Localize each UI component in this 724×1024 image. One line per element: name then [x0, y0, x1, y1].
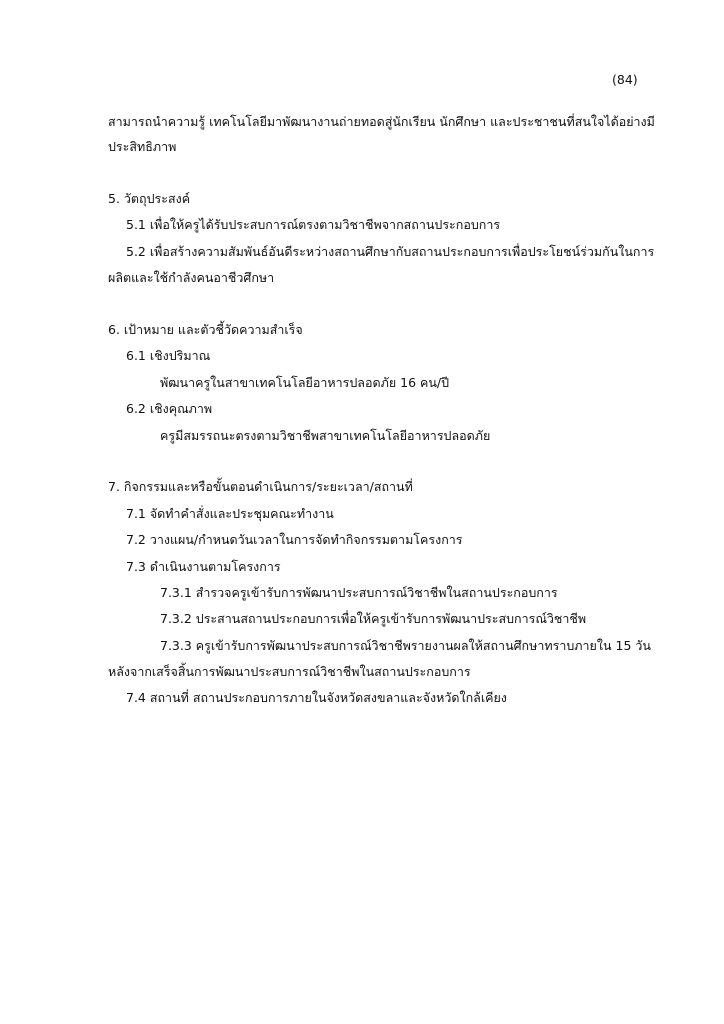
section-7-item-3: 7.3 ดำเนินงานตามโครงการ — [126, 559, 281, 574]
section-7-item-1: 7.1 จัดทำคำสั่งและประชุมคณะทำงาน — [126, 506, 334, 521]
section-7-heading: 7. กิจกรรมและหรือขั้นตอนดำเนินการ/ระยะเวลา/สถานที่ — [108, 479, 413, 494]
page-number: (84) — [612, 72, 638, 87]
section-7-item-4: 7.4 สถานที่ สถานประกอบการภายในจังหวัดสงขลาและจังหวัดใกล้เคียง — [126, 690, 507, 705]
section-6-heading: 6. เป้าหมาย และตัวชี้วัดความสำเร็จ — [108, 322, 303, 337]
section-7-item-2: 7.2 วางแผน/กำหนดวันเวลาในการจัดทำกิจกรรมตามโครงการ — [126, 532, 463, 547]
section-5-item-1: 5.1 เพื่อให้ครูได้รับประสบการณ์ตรงตามวิชาชีพจากสถานประกอบการ — [126, 217, 501, 232]
section-7-item-3-2: 7.3.2 ประสานสถานประกอบการเพื่อให้ครูเข้ารับการพัฒนาประสบการณ์วิชาชีพ — [160, 611, 587, 626]
section-6-sub-2-text: ครูมีสมรรถนะตรงตามวิชาชีพสาขาเทคโนโลยีอาหารปลอดภัย — [160, 428, 491, 443]
section-6-sub-1-text: พัฒนาครูในสาขาเทคโนโลยีอาหารปลอดภัย 16 คน/ปี — [160, 375, 450, 390]
section-6-sub-1-label: 6.1 เชิงปริมาณ — [126, 348, 211, 363]
section-7-item-3-1: 7.3.1 สำรวจครูเข้ารับการพัฒนาประสบการณ์วิชาชีพในสถานประกอบการ — [160, 585, 558, 600]
intro-line-1: สามารถนำความรู้ เทคโนโลยีมาพัฒนางานถ่ายทอดสู่นักเรียน นักศึกษา และประชาชนที่สนใจได้อย่างมี — [108, 114, 655, 129]
section-7-item-3-3-line-2: หลังจากเสร็จสิ้นการพัฒนาประสบการณ์วิชาชีพในสถานประกอบการ — [108, 664, 471, 679]
section-7-item-3-3-line-1: 7.3.3 ครูเข้ารับการพัฒนาประสบการณ์วิชาชีพรายงานผลให้สถานศึกษาทราบภายใน 15 วัน — [160, 638, 651, 653]
section-5-item-2-line-1: 5.2 เพื่อสร้างความสัมพันธ์อันดีระหว่างสถานศึกษากับสถานประกอบการเพื่อประโยชน์ร่วมกันในการ — [126, 244, 655, 259]
intro-line-2: ประสิทธิภาพ — [108, 139, 177, 154]
section-6-sub-2-label: 6.2 เชิงคุณภาพ — [126, 401, 213, 416]
section-5-heading: 5. วัตถุประสงค์ — [108, 191, 191, 206]
section-5-item-2-line-2: ผลิตและใช้กำลังคนอาชีวศึกษา — [108, 270, 275, 285]
